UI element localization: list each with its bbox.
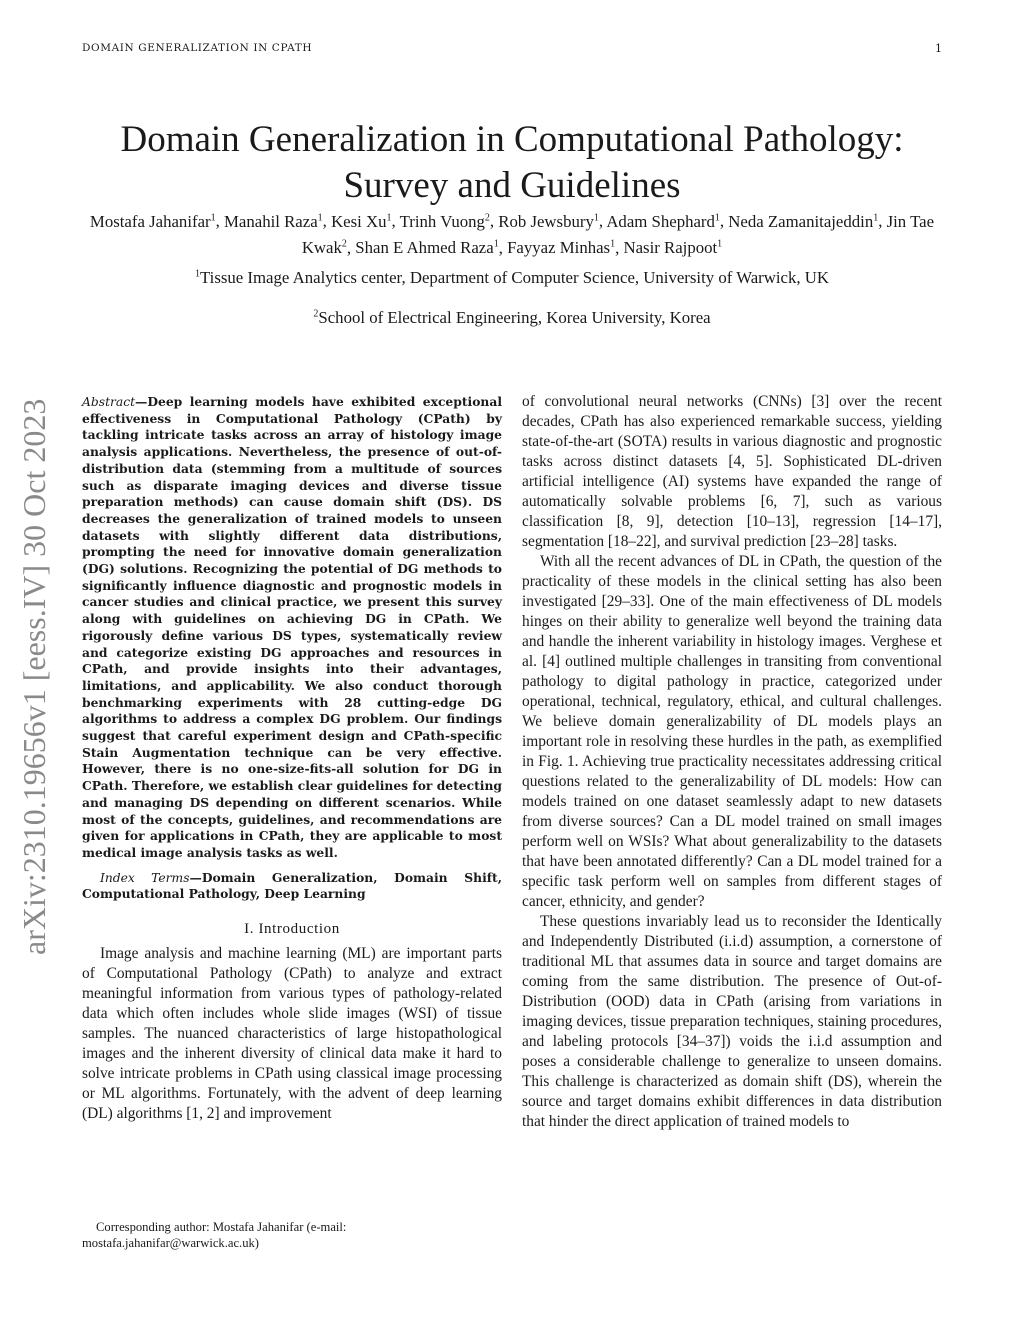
index-terms bbox=[82, 870, 502, 903]
right-paragraph-3: These questions invariably lead us to reconsider the Identically and Independently Distributed (i.i.d) assumption, a cornerstone of traditional ML that assumes data in source and target domains are coming from the same distribution. The presence of Out-of-Distribution (OOD) data in CPath (arising from variations in imaging devices, tissue preparation techniques, staining procedures, and labeling protocols [34–37]) voids the i.i.d assumption and poses a considerable challenge to generalize to unseen domains. This challenge is characterized as domain shift (DS), wherein the source and target domains exhibit differences in data distribution that hinder the direct application of trained models to bbox=[522, 913, 942, 1130]
affiliation-2-text: School of Electrical Engineering, Korea University, Korea bbox=[318, 308, 711, 327]
title-line-1: Domain Generalization in Computational Pathology: bbox=[120, 118, 904, 160]
author bbox=[90, 212, 216, 231]
corresponding-author-footnote bbox=[82, 1219, 502, 1251]
abstract bbox=[82, 394, 502, 862]
page-number: 1 bbox=[935, 42, 942, 55]
author bbox=[728, 212, 878, 231]
title-line-2: Survey and Guidelines bbox=[343, 164, 681, 206]
author bbox=[623, 238, 722, 257]
arxiv-identifier-stamp: arXiv:2310.19656v1 [eess.IV] 30 Oct 2023 bbox=[16, 398, 52, 955]
author bbox=[606, 212, 720, 231]
index-terms-label: Index Terms bbox=[100, 870, 190, 885]
right-paragraph-2: With all the recent advances of DL in CPath, the question of the practicality of these models in the clinical setting has also been investigated [29–33]. One of the main effectiveness of DL models hinges on their ability to generalize well beyond the training data and handle the inherent variability in histology images. Verghese et al. [4] outlined multiple challenges in transiting from conventional pathology to digital pathology in practice, categorized under operational, technical, regulatory, ethical, and cultural challenges. We believe domain generalizability of DL models plays an important role in resolving these hurdles in the path, as exemplified in Fig. 1. Achieving true practicality necessitates addressing critical questions related to the generalizability of DL models: How can models trained on one dataset seamlessly adapt to new datasets from diverse sources? Can a DL model trained on small images perform well on WSIs? What about generalizability to the datasets that have been annotated differently? Can a DL model trained for a specific task perform well on samples from different stages of cancer, ethnicity, and gender? bbox=[522, 553, 942, 910]
index-terms-text: —Domain Generalization, Domain Shift, Computational Pathology, Deep Learning bbox=[82, 869, 502, 902]
author-affiliation-mark: 1 bbox=[210, 212, 216, 223]
affiliation-1-text: Tissue Image Analytics center, Department of Computer Science, University of Warwick, UK bbox=[200, 268, 829, 287]
footnote-line-1: Corresponding author: Mostafa Jahanifar (e-mail: bbox=[96, 1220, 347, 1234]
paper-title bbox=[40, 117, 984, 209]
author bbox=[498, 212, 599, 231]
author-name: Trinh Vuong bbox=[399, 211, 485, 231]
left-column bbox=[82, 394, 502, 1124]
author bbox=[507, 238, 615, 257]
author-name: Adam Shephard bbox=[606, 211, 715, 231]
author-name: Rob Jewsbury bbox=[498, 211, 594, 231]
author-affiliation-mark: 1 bbox=[493, 238, 499, 250]
author-name: Shan E Ahmed Raza bbox=[355, 238, 494, 258]
affiliation-1-mark: 1 bbox=[195, 268, 200, 280]
author-name: Manahil Raza bbox=[224, 211, 318, 231]
author-affiliation-mark: 1 bbox=[714, 212, 720, 223]
right-paragraph-1: of convolutional neural networks (CNNs) [3] over the recent decades, CPath has also experienced remarkable success, yielding state-of-the-art (SOTA) results in various diagnostic and prognostic tasks across distinct datasets [4, 5]. Sophisticated DL-driven artificial intelligence (AI) systems have expanded the range of automatically solvable problems [6, 7], such as various classification [8, 9], detection [10–13], regression [14–17], segmentation [18–22], and survival prediction [23–28] tasks. bbox=[522, 393, 942, 550]
affiliation-2-mark: 2 bbox=[313, 308, 319, 320]
intro-paragraph: Image analysis and machine learning (ML) are important parts of Computational Pathology (CPath) to analyze and extract meaningful information from various types of pathology-related data which often includes whole slide images (WSI) of tissue samples. The nuanced characteristics of large histopathological images and the inherent diversity of clinical data make it hard to solve intricate problems in CPath using classical image processing or ML algorithms. Fortunately, with the advent of deep learning (DL) algorithms [1, 2] and improvement bbox=[82, 945, 502, 1123]
author-affiliation-mark: 1 bbox=[317, 212, 323, 223]
author-list: Mostafa Jahanifar$^1$, Manahil Raza$^1$, Kesi Xu$^1$, Trinh Vuong$^2$, Rob Jewsbury$^1$, Adam Shephard$^1$, Neda Zamanitajeddin$^1$, Jin Tae Kwak$^2$, Shan E Ahmed Raza$^1$, Fayyaz Minhas$^1$, Nasir Rajpoot$^1$ bbox=[89, 211, 935, 258]
author bbox=[331, 212, 391, 231]
section-heading-introduction: I. Introduction bbox=[244, 921, 340, 938]
author-name: Fayyaz Minhas bbox=[507, 238, 611, 258]
affiliation-2 bbox=[40, 308, 984, 328]
author bbox=[224, 212, 323, 231]
author-affiliation-mark: 2 bbox=[341, 238, 347, 250]
author-name: Neda Zamanitajeddin bbox=[728, 211, 874, 231]
author-name: Nasir Rajpoot bbox=[623, 238, 718, 258]
author-name: Jin Tae Kwak bbox=[301, 211, 935, 258]
footnote-line-2: mostafa.jahanifar@warwick.ac.uk) bbox=[82, 1236, 259, 1250]
author-name: Mostafa Jahanifar bbox=[89, 211, 211, 231]
author bbox=[355, 238, 498, 257]
affiliation-1 bbox=[40, 268, 984, 288]
author-affiliation-mark: 1 bbox=[610, 238, 616, 250]
author-affiliation-mark: 1 bbox=[593, 212, 599, 223]
author bbox=[400, 212, 490, 231]
author-name: Kesi Xu bbox=[331, 211, 387, 231]
author-affiliation-mark: 1 bbox=[873, 212, 879, 223]
author-affiliation-mark: 1 bbox=[386, 212, 392, 223]
right-column bbox=[522, 392, 942, 1132]
author-affiliation-mark: 1 bbox=[717, 238, 723, 250]
author-affiliation-mark: 2 bbox=[484, 212, 490, 223]
abstract-label: Abstract bbox=[82, 395, 136, 409]
running-head: DOMAIN GENERALIZATION IN CPATH bbox=[82, 42, 313, 54]
abstract-text: —Deep learning models have exhibited exceptional effectiveness in Computational Pathology (CPath) by tackling intricate tasks across an array of histology image analysis applications. Nevertheless, the presence of out-of-distribution data (stemming from a multitude of sources such as disparate imaging devices and diverse tissue preparation methods) can cause domain shift (DS). DS decreases the generalization of trained models to unseen datasets with slightly different data distributions, prompting the need for innovative domain generalization (DG) solutions. Recognizing the potential of DG methods to significantly influence diagnostic and prognostic models in cancer studies and clinical practice, we present this survey along with guidelines on achieving DG in CPath. We rigorously define various DS types, systematically review and categorize existing DG approaches and resources in CPath, and provide insights into their advantages, limitations, and applicability. We also conduct thorough benchmarking experiments with 28 cutting-edge DG algorithms to address a complex DG problem. Our findings suggest that careful experiment design and CPath-specific Stain Augmentation technique can be very effective. However, there is no one-size-fits-all solution for DG in CPath. Therefore, we establish clear guidelines for detecting and managing DS depending on different scenarios. While most of the concepts, guidelines, and recommendations are given for applications in CPath, they are applicable to most medical image analysis tasks as well. bbox=[82, 394, 502, 860]
